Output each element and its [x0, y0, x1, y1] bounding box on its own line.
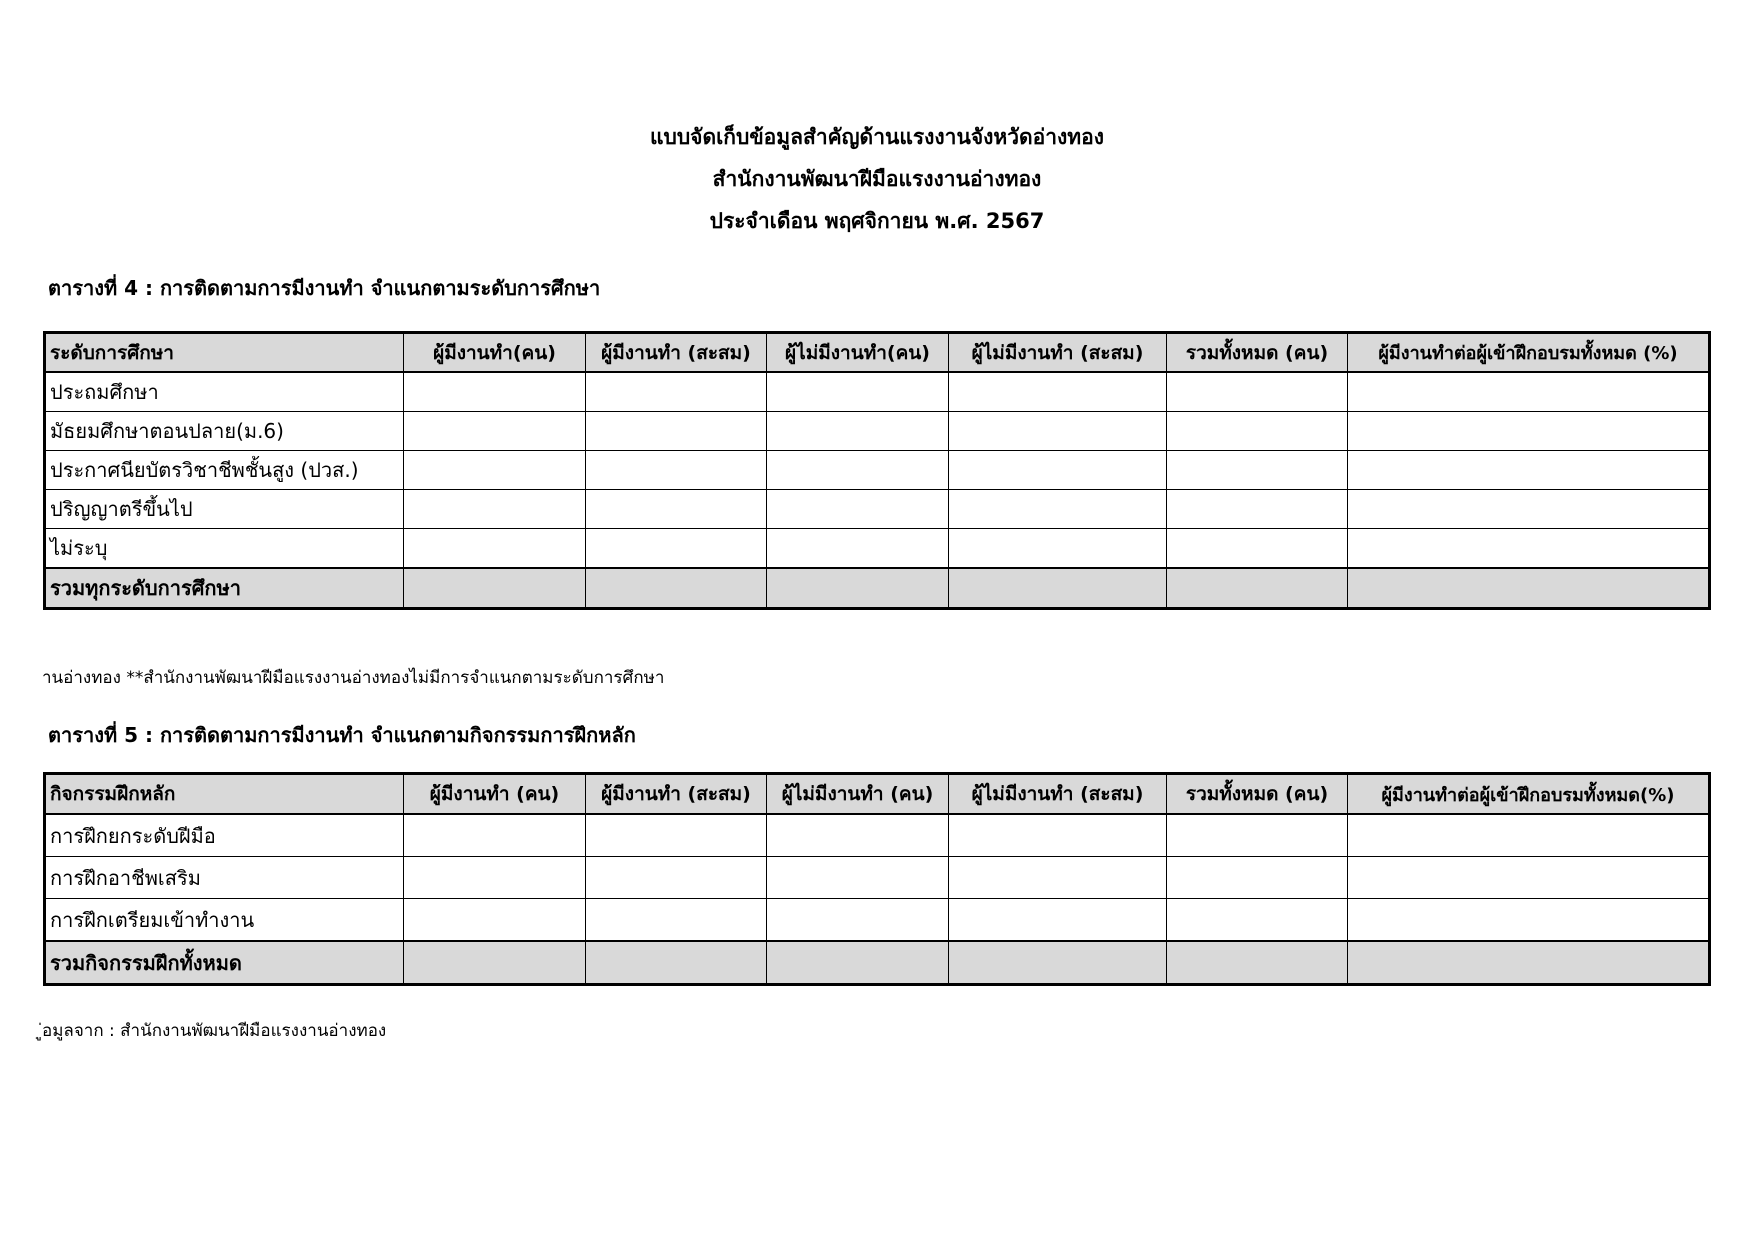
table4-col-header: ผู้มีงานทำ(คน) [404, 333, 586, 373]
row-label: ไม่ระบุ [45, 529, 404, 569]
cell [1348, 568, 1710, 609]
cell [404, 814, 586, 857]
cell [1167, 899, 1348, 942]
row-label: มัธยมศึกษาตอนปลาย(ม.6) [45, 412, 404, 451]
cell [1348, 941, 1710, 985]
cell [949, 372, 1167, 412]
cell [767, 451, 949, 490]
table-row [45, 814, 1710, 857]
row-label: การฝึกยกระดับฝีมือ [45, 814, 404, 857]
cell [1167, 529, 1348, 569]
cell [949, 899, 1167, 942]
cell [767, 814, 949, 857]
table4 [43, 331, 1711, 610]
cell [1348, 372, 1710, 412]
table5-title: ตารางที่ 5 : การติดตามการมีงานทำ จำแนกตามกิจกรรมการฝึกหลัก [48, 723, 636, 747]
cell [586, 857, 767, 899]
cell [767, 490, 949, 529]
cell [1167, 814, 1348, 857]
table4-note: านอ่างทอง **สำนักงานพัฒนาฝีมือแรงงานอ่างทองไม่มีการจำแนกตามระดับการศึกษา [42, 668, 665, 688]
table5-col-header: ผู้มีงานทำต่อผู้เข้าฝึกอบรมทั้งหมด(%) [1348, 774, 1710, 815]
cell [404, 529, 586, 569]
cell [586, 529, 767, 569]
cell [767, 529, 949, 569]
table-row [45, 490, 1710, 529]
cell [1167, 451, 1348, 490]
report-title: แบบจัดเก็บข้อมูลสำคัญด้านแรงงานจังหวัดอ่างทอง [649, 125, 1105, 149]
row-label: ปริญญาตรีขึ้นไป [45, 490, 404, 529]
table4-col-header: ผู้มีงานทำต่อผู้เข้าฝึกอบรมทั้งหมด (%) [1348, 333, 1710, 373]
cell [586, 899, 767, 942]
cell [404, 857, 586, 899]
table4-header-row [45, 333, 1710, 373]
table4-total-row [45, 568, 1710, 609]
cell [1167, 490, 1348, 529]
cell [767, 941, 949, 985]
table4-col-header: ผู้ไม่มีงานทำ(คน) [767, 333, 949, 373]
cell [1167, 372, 1348, 412]
row-label: ประกาศนียบัตรวิชาชีพชั้นสูง (ปวส.) [45, 451, 404, 490]
total-label: รวมทุกระดับการศึกษา [45, 568, 404, 609]
row-label: การฝึกเตรียมเข้าทำงาน [45, 899, 404, 942]
cell [1348, 529, 1710, 569]
cell [586, 372, 767, 412]
cell [404, 372, 586, 412]
cell [586, 451, 767, 490]
table-row [45, 529, 1710, 569]
cell [1167, 857, 1348, 899]
cell [586, 941, 767, 985]
cell [767, 372, 949, 412]
cell [949, 941, 1167, 985]
table4-title: ตารางที่ 4 : การติดตามการมีงานทำ จำแนกตามระดับการศึกษา [48, 276, 601, 300]
cell [404, 490, 586, 529]
cell [949, 568, 1167, 609]
table5-col-header: กิจกรรมฝึกหลัก [45, 774, 404, 815]
cell [586, 412, 767, 451]
agency-name: สำนักงานพัฒนาฝีมือแรงงานอ่างทอง [712, 167, 1042, 191]
total-label: รวมกิจกรรมฝึกทั้งหมด [45, 941, 404, 985]
cell [1348, 899, 1710, 942]
cell [1348, 857, 1710, 899]
table4-col-header: ผู้มีงานทำ (สะสม) [586, 333, 767, 373]
table-row [45, 451, 1710, 490]
table4-col-header: ผู้ไม่มีงานทำ (สะสม) [949, 333, 1167, 373]
cell [404, 451, 586, 490]
table4-col-header: ระดับการศึกษา [45, 333, 404, 373]
table-row [45, 372, 1710, 412]
cell [1348, 814, 1710, 857]
table-row [45, 412, 1710, 451]
cell [404, 899, 586, 942]
table5-col-header: ผู้มีงานทำ (สะสม) [586, 774, 767, 815]
cell [586, 568, 767, 609]
table5-header-row [45, 774, 1710, 815]
table5 [43, 772, 1711, 986]
cell [949, 412, 1167, 451]
cell [586, 490, 767, 529]
cell [404, 568, 586, 609]
cell [949, 529, 1167, 569]
cell [767, 857, 949, 899]
cell [949, 814, 1167, 857]
cell [1348, 412, 1710, 451]
cell [1348, 451, 1710, 490]
table4-col-header: รวมทั้งหมด (คน) [1167, 333, 1348, 373]
cell [586, 814, 767, 857]
table5-source-note: ู่อมูลจาก : สำนักงานพัฒนาฝีมือแรงงานอ่างทอง [42, 1021, 387, 1041]
table5-total-row [45, 941, 1710, 985]
table5-col-header: ผู้ไม่มีงานทำ (คน) [767, 774, 949, 815]
row-label: ประถมศึกษา [45, 372, 404, 412]
cell [767, 412, 949, 451]
row-label: การฝึกอาชีพเสริม [45, 857, 404, 899]
table-row [45, 899, 1710, 942]
cell [1167, 941, 1348, 985]
cell [1167, 568, 1348, 609]
cell [1348, 490, 1710, 529]
table5-col-header: ผู้มีงานทำ (คน) [404, 774, 586, 815]
table5-col-header: ผู้ไม่มีงานทำ (สะสม) [949, 774, 1167, 815]
cell [1167, 412, 1348, 451]
report-period: ประจำเดือน พฤศจิกายน พ.ศ. 2567 [709, 209, 1045, 233]
cell [949, 857, 1167, 899]
cell [949, 490, 1167, 529]
cell [949, 451, 1167, 490]
table-row [45, 857, 1710, 899]
cell [404, 412, 586, 451]
cell [404, 941, 586, 985]
cell [767, 899, 949, 942]
cell [767, 568, 949, 609]
table5-col-header: รวมทั้งหมด (คน) [1167, 774, 1348, 815]
